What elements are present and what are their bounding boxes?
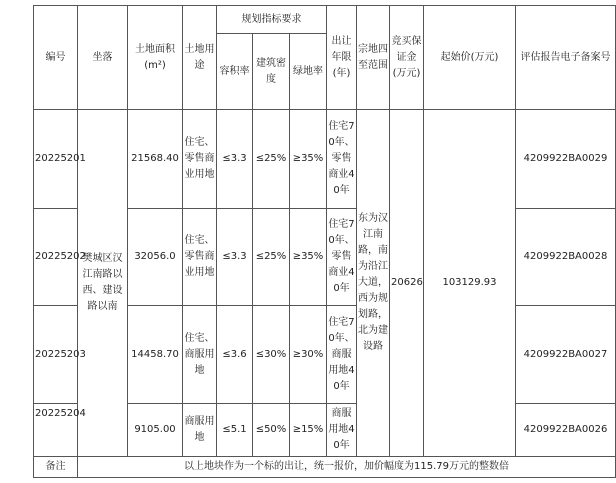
row-plot-ratio: ≤3.3: [217, 209, 253, 306]
row-green: ≥35%: [290, 209, 327, 306]
row-plot-ratio: ≤3.6: [217, 306, 253, 404]
header-density: 建筑密度: [253, 34, 290, 110]
row-report-no: 4209922BA0027: [516, 306, 616, 404]
row-density: ≤25%: [253, 110, 290, 209]
start-price-cell: 103129.93: [424, 110, 516, 457]
header-start-price: 起始价(万元): [424, 6, 516, 110]
row-term: 住宅70年、零售商业40年: [327, 110, 357, 209]
row-term: 住宅70年、零售商业40年: [327, 209, 357, 306]
row-code: 20225204: [34, 404, 78, 457]
row-green: ≥15%: [290, 404, 327, 457]
boundary-cell: 东为汉江南路，南为沿江大道，西为规划路，北为建设路: [357, 110, 390, 457]
row-green: ≥35%: [290, 110, 327, 209]
row-code: 20225201: [34, 110, 78, 209]
row-density: ≤25%: [253, 209, 290, 306]
row-report-no: 4209922BA0029: [516, 110, 616, 209]
header-green: 绿地率: [290, 34, 327, 110]
header-code: 编号: [34, 6, 78, 110]
row-code: 20225202: [34, 209, 78, 306]
row-report-no: 4209922BA0028: [516, 209, 616, 306]
header-report-no: 评估报告电子备案号: [516, 6, 616, 110]
remark-text: 以上地块作为一个标的出让，统一报价，加价幅度为115.79万元的整数倍: [78, 457, 616, 478]
location-cell: 樊城区汉江南路以西、建设路以南: [78, 110, 128, 457]
row-term: 住宅70年、商服用地40年: [327, 306, 357, 404]
row-plot-ratio: ≤3.3: [217, 110, 253, 209]
row-density: ≤50%: [253, 404, 290, 457]
header-area: [128, 6, 183, 110]
row-code: 20225203: [34, 306, 78, 404]
header-use: 土地用途: [183, 6, 217, 110]
row-use: 商服用地: [183, 404, 217, 457]
remark-row: [34, 457, 616, 478]
row-area: 32056.0: [128, 209, 183, 306]
row-area: 21568.40: [128, 110, 183, 209]
header-term: 出让年限(年): [327, 6, 357, 110]
row-use: 住宅、零售商业用地: [183, 110, 217, 209]
header-planning: 规划指标要求: [217, 6, 327, 34]
header-deposit: 竞买保证金(万元): [390, 6, 424, 110]
row-term: 商服用地40年: [327, 404, 357, 457]
row-plot-ratio: ≤5.1: [217, 404, 253, 457]
row-green: ≥30%: [290, 306, 327, 404]
land-table: [33, 5, 616, 478]
header-area-label: 土地面积: [135, 43, 175, 55]
deposit-cell: 20626: [390, 110, 424, 457]
row-report-no: 4209922BA0026: [516, 404, 616, 457]
table-row: [34, 110, 616, 209]
remark-label: 备注: [34, 457, 78, 478]
row-use: 住宅、商服用地: [183, 306, 217, 404]
header-plot-ratio: 容积率: [217, 34, 253, 110]
row-use: 住宅、零售商业用地: [183, 209, 217, 306]
row-area: 14458.70: [128, 306, 183, 404]
row-area: 9105.00: [128, 404, 183, 457]
header-area-unit: (m²): [144, 59, 166, 71]
header-boundary: 宗地四至范围: [357, 6, 390, 110]
row-density: ≤30%: [253, 306, 290, 404]
header-location: 坐落: [78, 6, 128, 110]
